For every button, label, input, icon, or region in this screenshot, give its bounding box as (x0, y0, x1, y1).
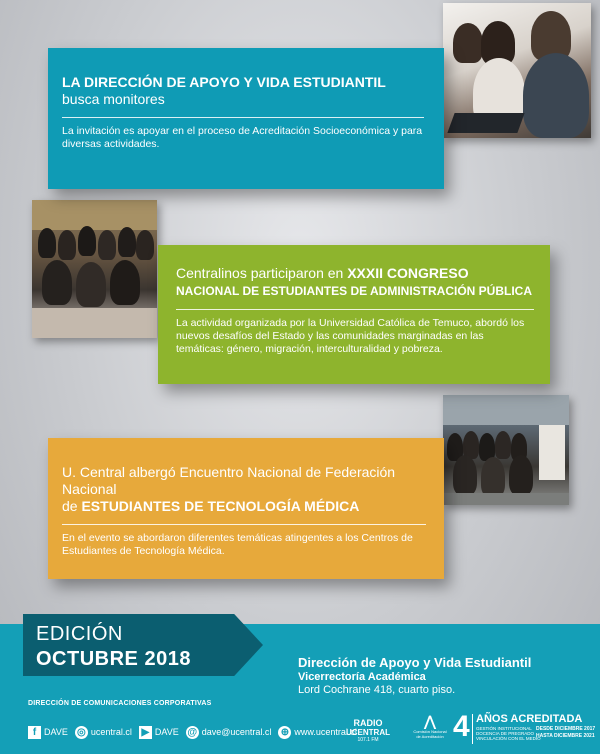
social-links (28, 724, 364, 740)
news-title-prefix: Centralinos participaron en (176, 265, 348, 281)
divider (176, 309, 534, 310)
congress-group-photo (32, 200, 157, 338)
news-title-bold: XXXII CONGRESO (347, 265, 469, 281)
accreditation-detail: GESTIÓN INSTITUCIONAL (476, 726, 532, 731)
email-link[interactable]: dave@ucentral.cl (201, 727, 272, 737)
dave-address: Lord Cochrane 418, cuarto piso. (298, 684, 456, 696)
tecnologia-medica-group-photo (443, 395, 569, 505)
radio-ucentral-logo (344, 719, 392, 747)
news-title (176, 265, 534, 300)
news-title (62, 74, 424, 108)
cna-logo (410, 713, 450, 747)
web-icon[interactable]: ⊕ (278, 726, 291, 739)
news-card-tecnologia-medica (48, 438, 444, 579)
radio-line1: RADIO (353, 718, 383, 728)
accreditation-detail: VINCULACIÓN CON EL MEDIO (476, 736, 541, 741)
students-laptop-photo (443, 3, 591, 138)
cna-icon: ⋀ (424, 713, 436, 729)
youtube-icon[interactable]: ▶ (139, 726, 152, 739)
dcc-label: DIRECCIÓN DE COMUNICACIONES CORPORATIVAS (28, 700, 212, 707)
news-title-line2: busca monitores (62, 91, 165, 107)
edition-label: EDICIÓN (36, 623, 123, 645)
instagram-icon[interactable]: ◎ (75, 726, 88, 739)
news-title-line1: LA DIRECCIÓN DE APOYO Y VIDA ESTUDIANTIL (62, 74, 386, 90)
radio-line3: 107.1 FM (357, 737, 379, 743)
cna-text1: Comisión Nacional (413, 729, 447, 734)
news-card-congreso (158, 245, 550, 384)
radio-line2: UCENTRAL (346, 728, 390, 737)
edition-month: OCTUBRE 2018 (36, 648, 191, 670)
instagram-link[interactable]: ucentral.cl (90, 727, 132, 737)
accreditation-date-to: HASTA DICIEMBRE 2021 (536, 733, 595, 739)
web-link[interactable]: www.ucentral.cl (294, 727, 357, 737)
accreditation-title: AÑOS ACREDITADA (476, 713, 583, 725)
email-icon[interactable]: @ (187, 726, 198, 738)
news-title-bold: ESTUDIANTES DE TECNOLOGÍA MÉDICA (81, 498, 360, 514)
news-body: La actividad organizada por la Universidad Católica de Temuco, abordó los nuevos desafíos del Estado y las comunidades marginadas en las temáticas: género, migración, interculturalidad y pobreza. (176, 317, 525, 355)
news-title-prefix: de (62, 498, 82, 514)
youtube-link[interactable]: DAVE (154, 727, 179, 737)
news-title (62, 464, 426, 515)
divider (62, 117, 424, 118)
divider (62, 524, 426, 525)
news-body: La invitación es apoyar en el proceso de Acreditación Socioeconómica y para diversas actividades. (62, 125, 423, 150)
accreditation-detail: DOCENCIA DE PREGRADO (476, 731, 535, 736)
news-body: En el evento se abordaron diferentes temáticas atingentes a los Centros de Estudiantes de Tecnología Médica. (62, 532, 413, 557)
dave-subtitle: Vicerrectoría Académica (298, 671, 426, 683)
news-title-line1: U. Central albergó Encuentro Nacional de Federación Nacional (62, 464, 396, 497)
facebook-link[interactable]: DAVE (44, 727, 68, 737)
accreditation-divider (472, 714, 473, 744)
facebook-icon[interactable]: f (28, 726, 41, 739)
news-card-monitores (48, 48, 444, 189)
accreditation-date-from: DESDE DICIEMBRE 2017 (536, 726, 596, 732)
news-title-line2: NACIONAL DE ESTUDIANTES DE ADMINISTRACIÓN PÚBLICA (176, 284, 533, 298)
cna-text2: de Acreditación (416, 734, 444, 739)
dave-title: Dirección de Apoyo y Vida Estudiantil (298, 655, 532, 670)
accreditation-years: 4 (453, 710, 470, 743)
